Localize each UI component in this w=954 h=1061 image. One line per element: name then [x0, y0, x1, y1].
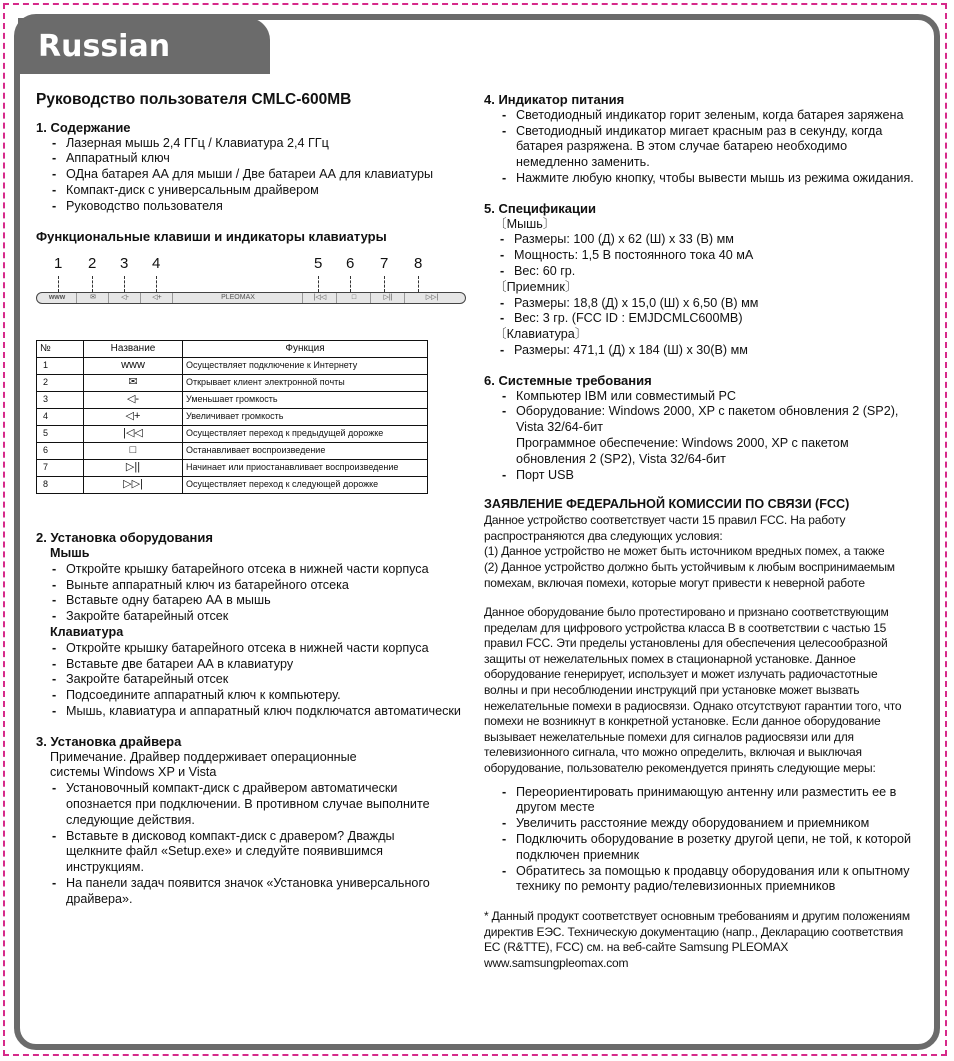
- spec-mouse-label: 〔Мышь〕: [494, 216, 556, 231]
- driver-install-heading: 3. Установка драйвера: [36, 733, 182, 749]
- key-number: 1: [54, 255, 63, 273]
- list-item: - Компьютер IBM или совместимый PC: [484, 389, 914, 405]
- keyboard-subheading: Клавиатура: [50, 624, 124, 639]
- spec-receiver-list: [484, 296, 914, 328]
- leader-line: [318, 276, 319, 292]
- list-item: - Вес: 3 гр. (FCC ID : EMJDCMLC600MB): [484, 311, 914, 327]
- contents-heading: 1. Содержание: [36, 119, 131, 135]
- row-function: Осуществляет подключение к Интернету: [183, 358, 428, 375]
- row-number: 3: [37, 392, 84, 409]
- spec-receiver-label: 〔Приемник〕: [494, 279, 578, 294]
- list-item: - Руководство пользователя: [36, 199, 466, 215]
- key-www-icon: www: [48, 294, 66, 302]
- contents-list: [36, 136, 466, 215]
- driver-install-list: [36, 781, 436, 907]
- system-requirements-list: [484, 389, 914, 484]
- row-number: 1: [37, 358, 84, 375]
- table-header-row: [37, 341, 428, 358]
- leader-line: [156, 276, 157, 292]
- key-number: 2: [88, 255, 97, 273]
- table-row: [37, 460, 428, 477]
- key-prev-track-icon: |◁◁: [302, 293, 337, 303]
- list-item: - На панели задач появится значок «Установка универсального драйвера».: [36, 876, 436, 908]
- column-header: Функция: [183, 341, 428, 358]
- leader-line: [92, 276, 93, 292]
- fcc-paragraph: Данное устройство соответствует части 15 правил FCC. На работу распространяются два следующих условия:: [484, 513, 846, 543]
- fcc-measures-list: [484, 785, 914, 896]
- table-row: [37, 358, 428, 375]
- spec-keyboard-list: [484, 343, 914, 359]
- leader-line: [350, 276, 351, 292]
- list-item: - Нажмите любую кнопку, чтобы вывести мышь из режима ожидания.: [484, 171, 914, 187]
- list-item: [484, 404, 914, 467]
- list-item: - Вставьте две батареи АА в клавиатуру: [36, 657, 466, 673]
- table-row: [37, 392, 428, 409]
- table-row: [37, 375, 428, 392]
- power-indicator-list: [484, 108, 914, 187]
- prev-track-icon: |◁◁: [84, 426, 183, 443]
- stop-icon: □: [84, 443, 183, 460]
- list-item: - Вес: 60 гр.: [484, 264, 914, 280]
- mail-icon: ✉: [84, 375, 183, 392]
- volume-down-icon: ◁-: [84, 392, 183, 409]
- key-mail-icon: ✉: [76, 293, 109, 303]
- key-number: 3: [120, 255, 129, 273]
- key-number: 5: [314, 255, 323, 273]
- list-item: - Переориентировать принимающую антенну или разместить ее в другом месте: [484, 785, 914, 817]
- hardware-setup-heading: 2. Установка оборудования: [36, 530, 213, 546]
- table-row: [37, 443, 428, 460]
- table-row: [37, 477, 428, 494]
- function-table: [36, 340, 428, 494]
- fcc-condition: (1) Данное устройство не может быть источником вредных помех, а также: [484, 544, 885, 559]
- list-item: - ОДна батарея АА для мыши / Две батареи АА для клавиатуры: [36, 167, 466, 183]
- table-row: [37, 426, 428, 443]
- list-item: - Светодиодный индикатор мигает красным раз в секунду, когда батарея разряжена. В этом случае батарею необходимо немедленно заменить.: [484, 124, 914, 171]
- keyboard-brand-label: PLEOMAX: [172, 293, 303, 303]
- list-item: - Закройте батарейный отсек: [36, 672, 466, 688]
- row-function: Осуществляет переход к следующей дорожке: [183, 477, 428, 494]
- list-item: - Обратитесь за помощью к продавцу оборудования или к опытному технику по ремонту радио/телевизионных приемников: [484, 864, 914, 896]
- key-number: 7: [380, 255, 389, 273]
- key-volume-up-icon: ◁+: [140, 293, 173, 303]
- hardware-requirement: Оборудование: Windows 2000, XP с пакетом обновления 2 (SP2), Vista 32/64-бит: [516, 404, 899, 435]
- list-item: - Увеличить расстояние между оборудованием и приемником: [484, 816, 914, 832]
- list-item: - Подключить оборудование в розетку другой цепи, не той, к которой подключен приемник: [484, 832, 914, 864]
- list-item: - Компакт-диск с универсальным драйвером: [36, 183, 466, 199]
- fcc-paragraph: Данное оборудование было протестировано и признано соответствующим пределам для цифрового устройства класса В в соответствии с частью 15 правил FCC. Эти пределы установлены для обеспечения целесообразной защиты от нежелательных помех в стационарной установке. Данное оборудование генерирует, использует и может излучать радиочастотные волны и при несоблюдении инструкций при установке может вызвать нежелательные помехи в радиосвязи. Однако отсутствуют гарантии того, что помехи не возникнут в конкретной установке. Если данное оборудование вызывает нежелательные помехи для сигналов радиосвязи или для телевизионного сигнала, что можно определить, включая и выключая оборудование, пользователю рекомендуется принять следующие меры:: [484, 605, 902, 776]
- column-header: Название: [84, 341, 183, 358]
- document-title: Руководство пользователя CMLC-600MB: [36, 91, 352, 108]
- list-item: - Мышь, клавиатура и аппаратный ключ подключатся автоматически: [36, 704, 466, 720]
- list-item: - Размеры: 18,8 (Д) x 15,0 (Ш) x 6,50 (В) мм: [484, 296, 914, 312]
- key-volume-down-icon: ◁-: [108, 293, 141, 303]
- spec-keyboard-label: 〔Клавиатура〕: [494, 327, 588, 342]
- row-number: 6: [37, 443, 84, 460]
- list-item: - Порт USB: [484, 468, 914, 484]
- list-item: - Выньте аппаратный ключ из батарейного отсека: [36, 578, 466, 594]
- column-header: №: [37, 341, 84, 358]
- function-keys-heading: Функциональные клавиши и индикаторы клавиатуры: [36, 228, 387, 244]
- row-number: 2: [37, 375, 84, 392]
- next-track-icon: ▷▷|: [84, 477, 183, 494]
- keyboard-setup-list: [36, 641, 466, 720]
- list-item: - Закройте батарейный отсек: [36, 609, 466, 625]
- row-function: Уменьшает громкость: [183, 392, 428, 409]
- left-column: [36, 92, 466, 908]
- leader-line: [124, 276, 125, 292]
- row-function: Начинает или приостанавливает воспроизведение: [183, 460, 428, 477]
- mouse-subheading: Мышь: [50, 545, 90, 560]
- list-item: - Лазерная мышь 2,4 ГГц / Клавиатура 2,4 ГГц: [36, 136, 466, 152]
- key-stop-icon: □: [336, 293, 371, 303]
- row-number: 7: [37, 460, 84, 477]
- key-play-pause-icon: ▷||: [370, 293, 405, 303]
- key-next-track-icon: ▷▷|: [404, 293, 459, 303]
- list-item: - Откройте крышку батарейного отсека в нижней части корпуса: [36, 641, 466, 657]
- list-item: - Вставьте одну батарею АА в мышь: [36, 593, 466, 609]
- row-number: 4: [37, 409, 84, 426]
- list-item: - Подсоедините аппаратный ключ к компьютеру.: [36, 688, 466, 704]
- driver-note: Примечание. Драйвер поддерживает операционные системы Windows XP и Vista: [50, 749, 357, 780]
- list-item: - Установочный компакт-диск с драйвером автоматически опознается при подключении. В противном случае выполните следующие действия.: [36, 781, 436, 828]
- list-item: - Размеры: 100 (Д) x 62 (Ш) x 33 (В) мм: [484, 232, 914, 248]
- ce-footnote: * Данный продукт соответствует основным требованиям и другим положениям директив ЕЭС. Техническую документацию (напр., Декларацию соответствия ЕС (R&TTE), FCC) см. на веб-сайте Samsung PLEOMAX www.samsungpleomax.com: [484, 909, 910, 970]
- row-number: 8: [37, 477, 84, 494]
- row-function: Останавливает воспроизведение: [183, 443, 428, 460]
- row-number: 5: [37, 426, 84, 443]
- fcc-heading: ЗАЯВЛЕНИЕ ФЕДЕРАЛЬНОЙ КОМИССИИ ПО СВЯЗИ (FCC): [484, 497, 850, 512]
- language-banner: Russian: [18, 18, 270, 74]
- leader-line: [58, 276, 59, 292]
- mouse-setup-list: [36, 562, 466, 625]
- table-row: [37, 409, 428, 426]
- key-number: 6: [346, 255, 355, 273]
- leader-line: [418, 276, 419, 292]
- row-function: Осуществляет переход к предыдущей дорожке: [183, 426, 428, 443]
- software-requirement: Программное обеспечение: Windows 2000, XP с пакетом обновления 2 (SP2), Vista 32/64-бит: [516, 435, 849, 466]
- list-item: - Откройте крышку батарейного отсека в нижней части корпуса: [36, 562, 466, 578]
- right-column: [484, 92, 914, 972]
- list-item: - Светодиодный индикатор горит зеленым, когда батарея заряжена: [484, 108, 914, 124]
- keyboard-diagram: [36, 244, 466, 318]
- list-item: - Мощность: 1,5 В постоянного тока 40 мА: [484, 248, 914, 264]
- specifications-heading: 5. Спецификации: [484, 200, 596, 216]
- list-item: - Размеры: 471,1 (Д) x 184 (Ш) x 30(В) мм: [484, 343, 914, 359]
- row-function: Открывает клиент электронной почты: [183, 375, 428, 392]
- key-number: 8: [414, 255, 423, 273]
- www-icon: www: [84, 358, 183, 375]
- power-indicator-heading: 4. Индикатор питания: [484, 92, 625, 107]
- spec-mouse-list: [484, 232, 914, 279]
- fcc-condition: (2) Данное устройство должно быть устойчивым к любым воспринимаемым помехам, включая помехи, которые могут привести к неверной работе: [484, 559, 895, 590]
- play-pause-icon: ▷||: [84, 460, 183, 477]
- list-item: - Аппаратный ключ: [36, 151, 466, 167]
- volume-up-icon: ◁+: [84, 409, 183, 426]
- row-function: Увеличивает громкость: [183, 409, 428, 426]
- list-item: - Вставьте в дисковод компакт-диск с дравером? Дважды щелкните файл «Setup.exe» и следуйте появившимся инструкциям.: [36, 829, 436, 876]
- system-requirements-heading: 6. Системные требования: [484, 372, 652, 388]
- leader-line: [384, 276, 385, 292]
- key-number: 4: [152, 255, 161, 273]
